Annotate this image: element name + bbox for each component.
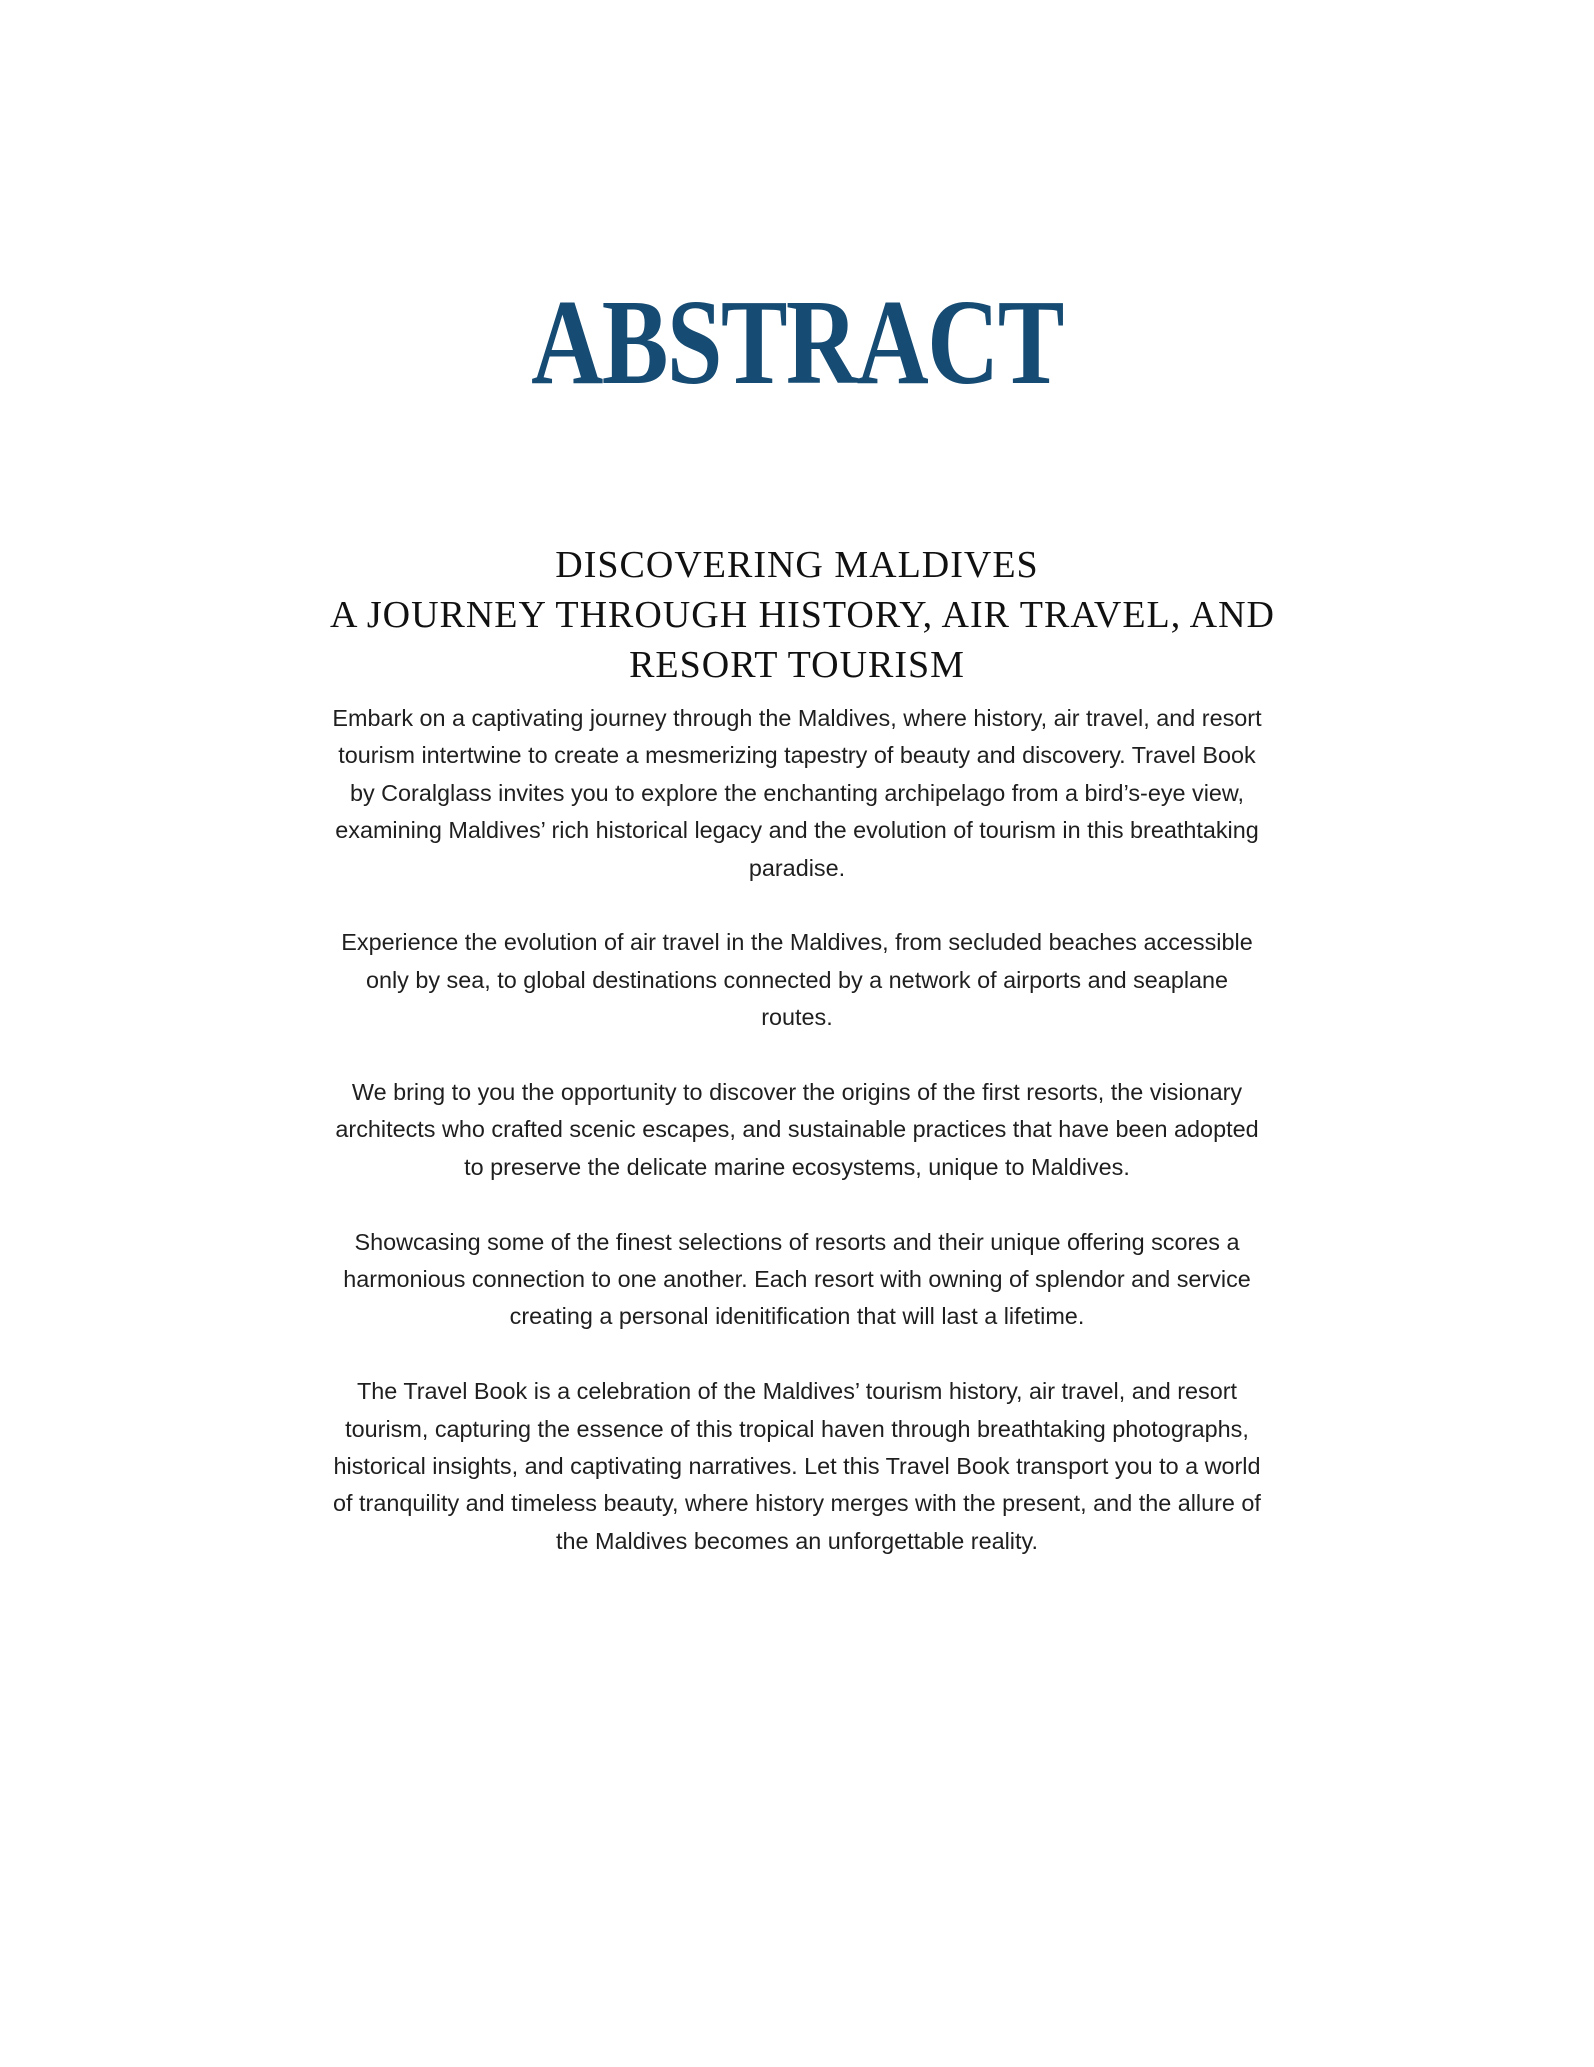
subtitle-line-2: A JOURNEY THROUGH HISTORY, AIR TRAVEL, AND <box>330 594 1275 636</box>
paragraph-2: Experience the evolution of air travel in the Maldives, from secluded beaches accessible only by sea, to global destinations connected by a network of airports and seaplane routes. <box>341 929 1253 1031</box>
paragraph-4: Showcasing some of the finest selections of resorts and their unique offering scores a harmonious connection to one another. Each resort with owning of splendor and service creating a personal idenitification that will last a lifetime. <box>343 1228 1251 1330</box>
paragraph-5: The Travel Book is a celebration of the Maldives’ tourism history, air travel, and resort tourism, capturing the essence of this tropical haven through breathtaking photographs, historical insights, and captivating narratives. Let this Travel Book transport you to a world of tranquility and timeless beauty, where history merges with the present, and the allure of the Maldives becomes an unforgettable reality. <box>333 1378 1261 1554</box>
subtitle-line-1: DISCOVERING MALDIVES <box>555 544 1039 586</box>
subtitle-line-3: RESORT TOURISM <box>629 644 965 686</box>
page-title: ABSTRACT <box>531 275 1063 410</box>
paragraph-3: We bring to you the opportunity to discover the origins of the first resorts, the visionary architects who crafted scenic escapes, and sustainable practices that have been adopted to preserve the delicate marine ecosystems, unique to Maldives. <box>335 1079 1259 1180</box>
paragraph-1: Embark on a captivating journey through the Maldives, where history, air travel, and resort tourism intertwine to create a mesmerizing tapestry of beauty and discovery. Travel Book by Coralglass invites you to explore the enchanting archipelago from a bird’s-eye view, examining Maldives’ rich historical legacy and the evolution of tourism in this breathtaking paradise. <box>332 705 1262 881</box>
abstract-subtitle <box>330 540 1275 690</box>
abstract-body <box>330 700 1264 1598</box>
